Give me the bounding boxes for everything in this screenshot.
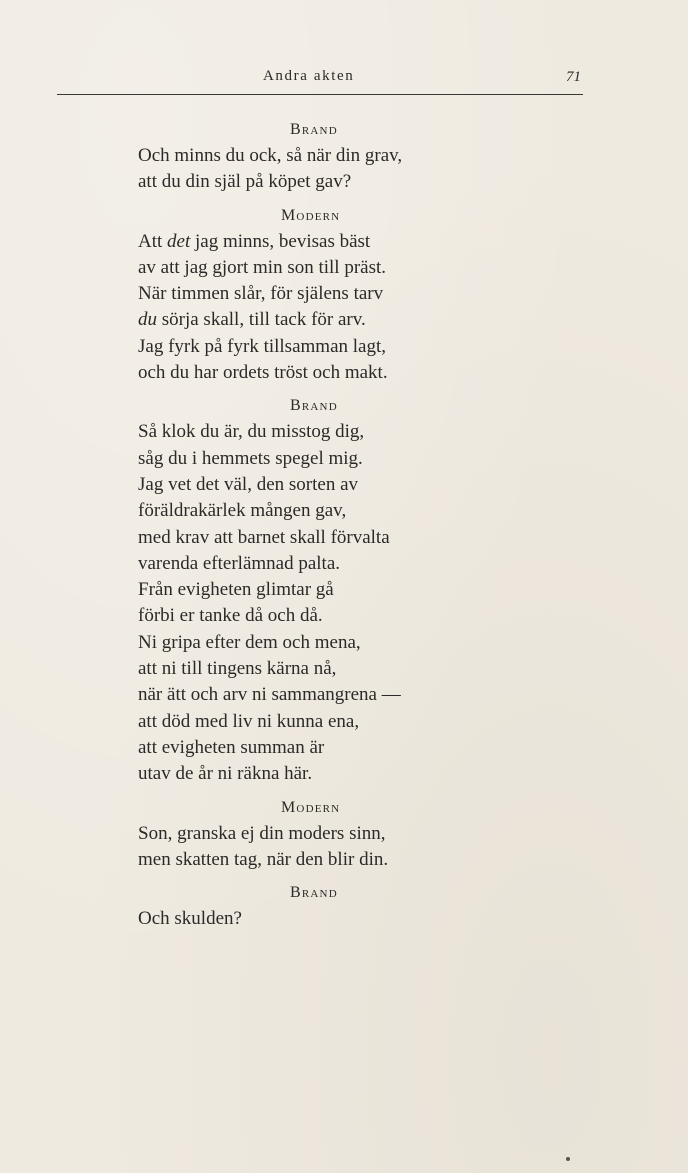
running-head xyxy=(0,68,688,88)
verse-line: förbi er tanke då och då. xyxy=(138,605,323,627)
verse-line: När timmen slår, för själens tarv xyxy=(138,283,384,305)
emphasized-word: du xyxy=(138,309,157,331)
verse-line: att du din själ på köpet gav? xyxy=(138,171,352,193)
verse-line: varenda efterlämnad palta. xyxy=(138,552,341,574)
speech-block xyxy=(138,794,578,874)
verse-line: föräldrakärlek mången gav, xyxy=(138,500,347,522)
verse-line xyxy=(138,307,578,333)
verse-text: Att xyxy=(138,230,168,252)
verse-line: av att jag gjort min son till präst. xyxy=(138,256,387,278)
speaker-name: Brand xyxy=(290,121,338,138)
speaker-name: Modern xyxy=(281,206,341,224)
verse-line: med krav att barnet skall förvalta xyxy=(138,526,390,548)
verse-line: när ätt och arv ni sammangrena — xyxy=(138,684,401,706)
header-rule xyxy=(57,94,583,95)
verse-line: såg du i hemmets spegel mig. xyxy=(138,447,363,469)
verse-line: Ni gripa efter dem och mena, xyxy=(138,631,361,653)
verse-line: att ni till tingens kärna nå, xyxy=(138,658,337,680)
verse-line: Jag vet det väl, den sorten av xyxy=(138,473,359,495)
verse-line: Och minns du ock, så när din grav, xyxy=(138,145,403,166)
verse-line: Från evigheten glimtar gå xyxy=(138,579,334,601)
verse-line: att död med liv ni kunna ena, xyxy=(138,710,360,732)
speaker-name: Brand xyxy=(290,397,338,415)
speaker-name: Brand xyxy=(290,884,338,902)
speech-block xyxy=(138,392,578,787)
paper-speck xyxy=(566,1157,570,1161)
verse-line: Och skulden? xyxy=(138,908,242,930)
emphasized-word: det xyxy=(167,230,191,252)
verse-line: Son, granska ej din moders sinn, xyxy=(138,822,386,844)
verse-line: men skatten tag, när den blir din. xyxy=(138,848,389,870)
verse-text: sörja skall, till tack för arv. xyxy=(157,309,366,331)
speech-block xyxy=(138,116,578,196)
verse-line: Jag fyrk på fyrk tillsamman lagt, xyxy=(138,335,386,357)
page-number: 71 xyxy=(566,69,581,85)
verse-line xyxy=(138,229,578,255)
verse-line: och du har ordets tröst och makt. xyxy=(138,362,388,384)
verse-line: Så klok du är, du misstog dig, xyxy=(138,421,365,443)
speech-block xyxy=(138,202,578,387)
play-text xyxy=(138,116,578,938)
speech-block xyxy=(138,879,578,932)
speaker-name: Modern xyxy=(281,798,341,816)
running-title: Andra akten xyxy=(263,68,355,84)
verse-text: jag minns, bevisas bäst xyxy=(190,230,371,252)
verse-line: utav de år ni räkna här. xyxy=(138,763,313,785)
verse-line: att evigheten summan är xyxy=(138,736,325,758)
